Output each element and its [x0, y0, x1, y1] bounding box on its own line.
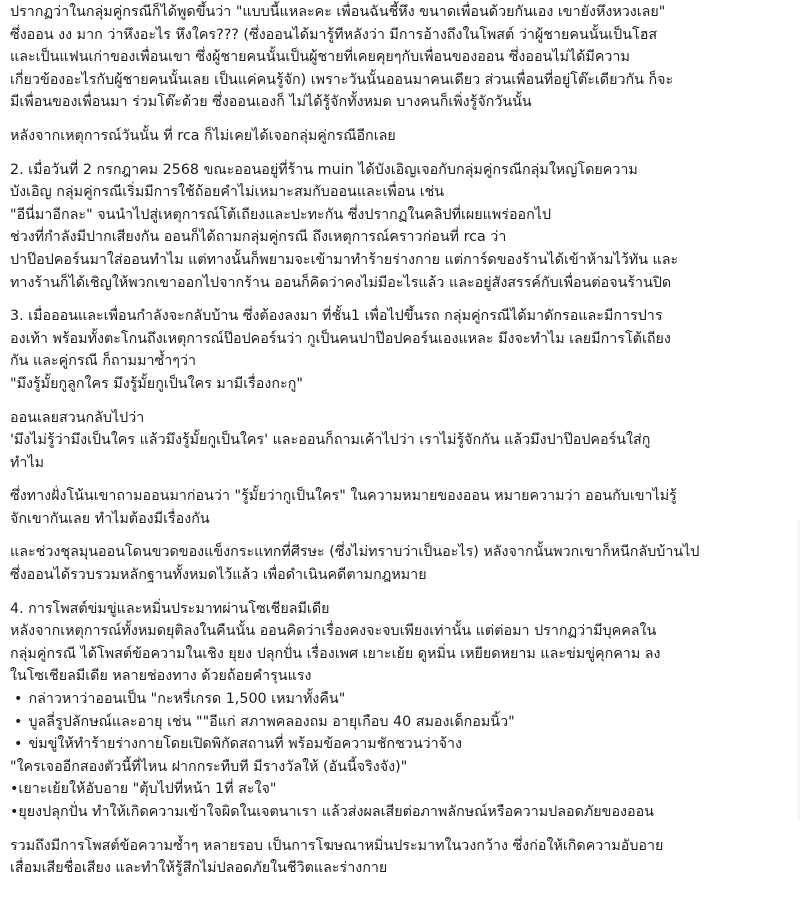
text-line: องเท้า พร้อมทั้งตะโกนถึงเหตุการณ์ป๊อปคอร์นว่า กูเป็นคนปาป๊อปคอร์นเองแหละ มึงจะทำไม เลยมีการโต้เถียง: [10, 330, 671, 347]
text-line: กัน และคู่กรณี ก็ถามมาซ้ำๆว่า: [10, 353, 197, 370]
text-line: "อีนี่มาอีกละ" จนนำไปสู่เหตุการณ์โต้เถียงและปะทะกัน ซึ่งปรากฏในคลิปที่เผยแพร่ออกไป: [10, 206, 552, 223]
list-item: • บูลลี่รูปลักษณ์และอายุ เช่น ""อีแก่ สภาพคลองถม อายุเกือบ 40 สมองเด็กอมนิ้ว": [10, 711, 794, 734]
scrollbar-edge: [796, 520, 800, 820]
text-line: "มึงรู้มั้ยกูลูกใคร มึงรู้มั้ยกูเป็นใคร มามีเรื่องกะกู": [10, 375, 303, 392]
text-line: 3. เมื่อออนและเพื่อนกำลังจะกลับบ้าน ซึ่งต้องลงมา ที่ชั้น1 เพื่อไปขึ้นรถ กลุ่มคู่กรณีได้มาดักรอและมีการปาร: [10, 308, 663, 325]
text-line: 'มึงไม่รู้ว่ามึงเป็นใคร แล้วมึงรู้มั้ยกูเป็นใคร' และออนก็ถามเค้าไปว่า เราไม่รู้จักกัน แล้วมึงปาป๊อปคอร์นใส่กู: [10, 432, 651, 449]
paragraph-after-rca: [10, 125, 794, 148]
paragraph-incident-recap: [10, 0, 794, 114]
paragraph-point-4: [10, 598, 794, 824]
text-line: ปาป๊อปคอร์นมาใส่ออนทำไม แต่ทางนั้นก็พยามจะเข้ามาทำร้ายร่างกาย แต่การ์ดของร้านได้เข้าห้ามไว้ทัน และ: [10, 251, 679, 268]
text-line: รวมถึงมีการโพสต์ข้อความซ้ำๆ หลายรอบ เป็นการโฆษณาหมิ่นประมาทในวงกว้าง ซึ่งก่อให้เกิดความอับอาย: [10, 837, 664, 854]
list-item: •ยุยงปลุกปั่น ทำให้เกิดความเข้าใจผิดในเจตนาเรา แล้วส่งผลเสียต่อภาพลักษณ์หรือความปลอดภัยของออน: [10, 804, 654, 820]
text-line: และช่วงชุลมุนออนโดนขวดของแข็งกระแทกที่ศีรษะ (ซึ่งไม่ทราบว่าเป็นอะไร) หลังจากนั้นพวกเขาก็หนีกลับบ้านไป: [10, 544, 700, 561]
text-line: ซึ่งออนได้รวบรวมหลักฐานทั้งหมดไว้แล้ว เพื่อดำเนินคดีตามกฎหมาย: [10, 567, 427, 584]
text-line: ทำไม: [10, 454, 45, 471]
text-line: ช่วงที่กำลังมีปากเสียงกัน ออนก็ได้ถามกลุ่มคู่กรณี ถึงเหตุการณ์คราวก่อนที่ rca ว่า: [10, 229, 507, 246]
text-line: ซึ่งทางฝั่งโน้นเขาถามออนมาก่อนว่า "รู้มั้ยว่ากูเป็นใคร" ในความหมายของออน หมายความว่า ออนกับเขาไม่รู้: [10, 488, 677, 505]
paragraph-point-3: [10, 305, 794, 395]
paragraph-reply: [10, 407, 794, 475]
list-item: •เยาะเย้ยให้อับอาย "ตุ้บไปที่หน้า 1ที่ สะใจ": [10, 781, 277, 798]
text-line: หลังจากเหตุการณ์ทั้งหมดยุติลงในคืนนั้น ออนคิดว่าเรื่องคงจะจบเพียงเท่านั้น แต่ต่อมา ปรากฏว่ามีบุคคลใน: [10, 623, 657, 640]
text-line: ในโซเชียลมีเดีย หลายช่องทาง ด้วยถ้อยคำรุนแรง: [10, 668, 312, 685]
text-line: จักเขากันเลย ทำไมต้องมีเรื่องกัน: [10, 510, 210, 527]
text-line: ออนเลยสวนกลับไปว่า: [10, 409, 145, 426]
text-line: และเป็นแฟนเก่าของเพื่อนเขา ซึ่งผู้ชายคนนั้นเป็นผู้ชายที่เคยคุยๆกับเพื่อนของออน ซึ่งออนไม่ได้มีความ: [10, 49, 630, 66]
text-line: เสื่อมเสียชื่อเสียง และทำให้รู้สึกไม่ปลอดภัยในชีวิตและร่างกาย: [10, 860, 388, 877]
text-line: กลุ่มคู่กรณี ได้โพสต์ข้อความในเชิง ยุยง ปลุกปั่น เรื่องเพศ เยาะเย้ย ดูหมิ่น เหยียดหยาม และข่มขู่คุกคาม ลง: [10, 645, 661, 662]
list-item: • ข่มขู่ให้ทำร้ายร่างกายโดยเปิดพิกัดสถานที่ พร้อมข้อความชักชวนว่าจ้าง: [10, 733, 794, 756]
text-line: หลังจากเหตุการณ์วันนั้น ที่ rca ก็ไม่เคยได้เจอกลุ่มคู่กรณีอีกเลย: [10, 127, 396, 144]
text-line: 2. เมื่อวันที่ 2 กรกฎาคม 2568 ขณะออนอยู่ที่ร้าน muin ได้บังเอิญเจอกับกลุ่มคู่กรณีกลุ่มใหญ่โดยความ: [10, 161, 638, 178]
text-line: มีเพื่อนของเพื่อนมา ร่วมโต๊ะด้วย ซึ่งออนเองก็ ไม่ได้รู้จักทั้งหมด บางคนก็เพิ่งรู้จักวันนั้น: [10, 94, 532, 111]
paragraph-injury: [10, 541, 794, 586]
paragraph-other-side: [10, 485, 794, 530]
text-line: ซึ่งออน งง มาก ว่าหึงอะไร หึงใคร??? (ซึ่งออนได้มารู้ทีหลังว่า มีการอ้างถึงในโพสต์ ว่าผู้ชายคนนั้นเป็นโฮส: [10, 26, 658, 43]
paragraph-point-2: [10, 159, 794, 295]
text-line: ปรากฏว่าในกลุ่มคู่กรณีก็ได้พูดขึ้นว่า "แบบนี้แหละคะ เพื่อนฉันชี้หึง ขนาดเพื่อนด้วยกันเอง เขายังหึงหวงเลย": [10, 4, 666, 20]
section-heading: 4. การโพสต์ข่มขู่และหมิ่นประมาทผ่านโซเชียลมีเดีย: [10, 600, 330, 617]
quote-line: "ใครเจออีกสองตัวนี้ที่ไหน ฝากกระทืบที มีรางวัลให้ (อันนี้จริงจัง)": [10, 758, 408, 775]
text-line: ทางร้านก็ได้เชิญให้พวกเขาออกไปจากร้าน ออนก็คิดว่าคงไม่มีอะไรแล้ว และอยู่สังสรรค์กับเพื่อนต่อจนร้านปิด: [10, 274, 672, 291]
list-item: • กล่าวหาว่าออนเป็น "กะหรี่เกรด 1,500 เหมาทั้งคืน": [10, 688, 794, 711]
text-line: บังเอิญ กลุ่มคู่กรณีเริ่มมีการใช้ถ้อยคำไม่เหมาะสมกับออนและเพื่อน เช่น: [10, 184, 445, 201]
paragraph-conclusion: [10, 835, 794, 880]
text-line: เกี่ยวข้องอะไรกับผู้ชายคนนั้นเลย เป็นแค่คนรู้จัก) เพราะวันนั้นออนมาคนเดียว ส่วนเพื่อนที่อยู่โต๊ะเดียวกัน ก็จะ: [10, 71, 674, 88]
